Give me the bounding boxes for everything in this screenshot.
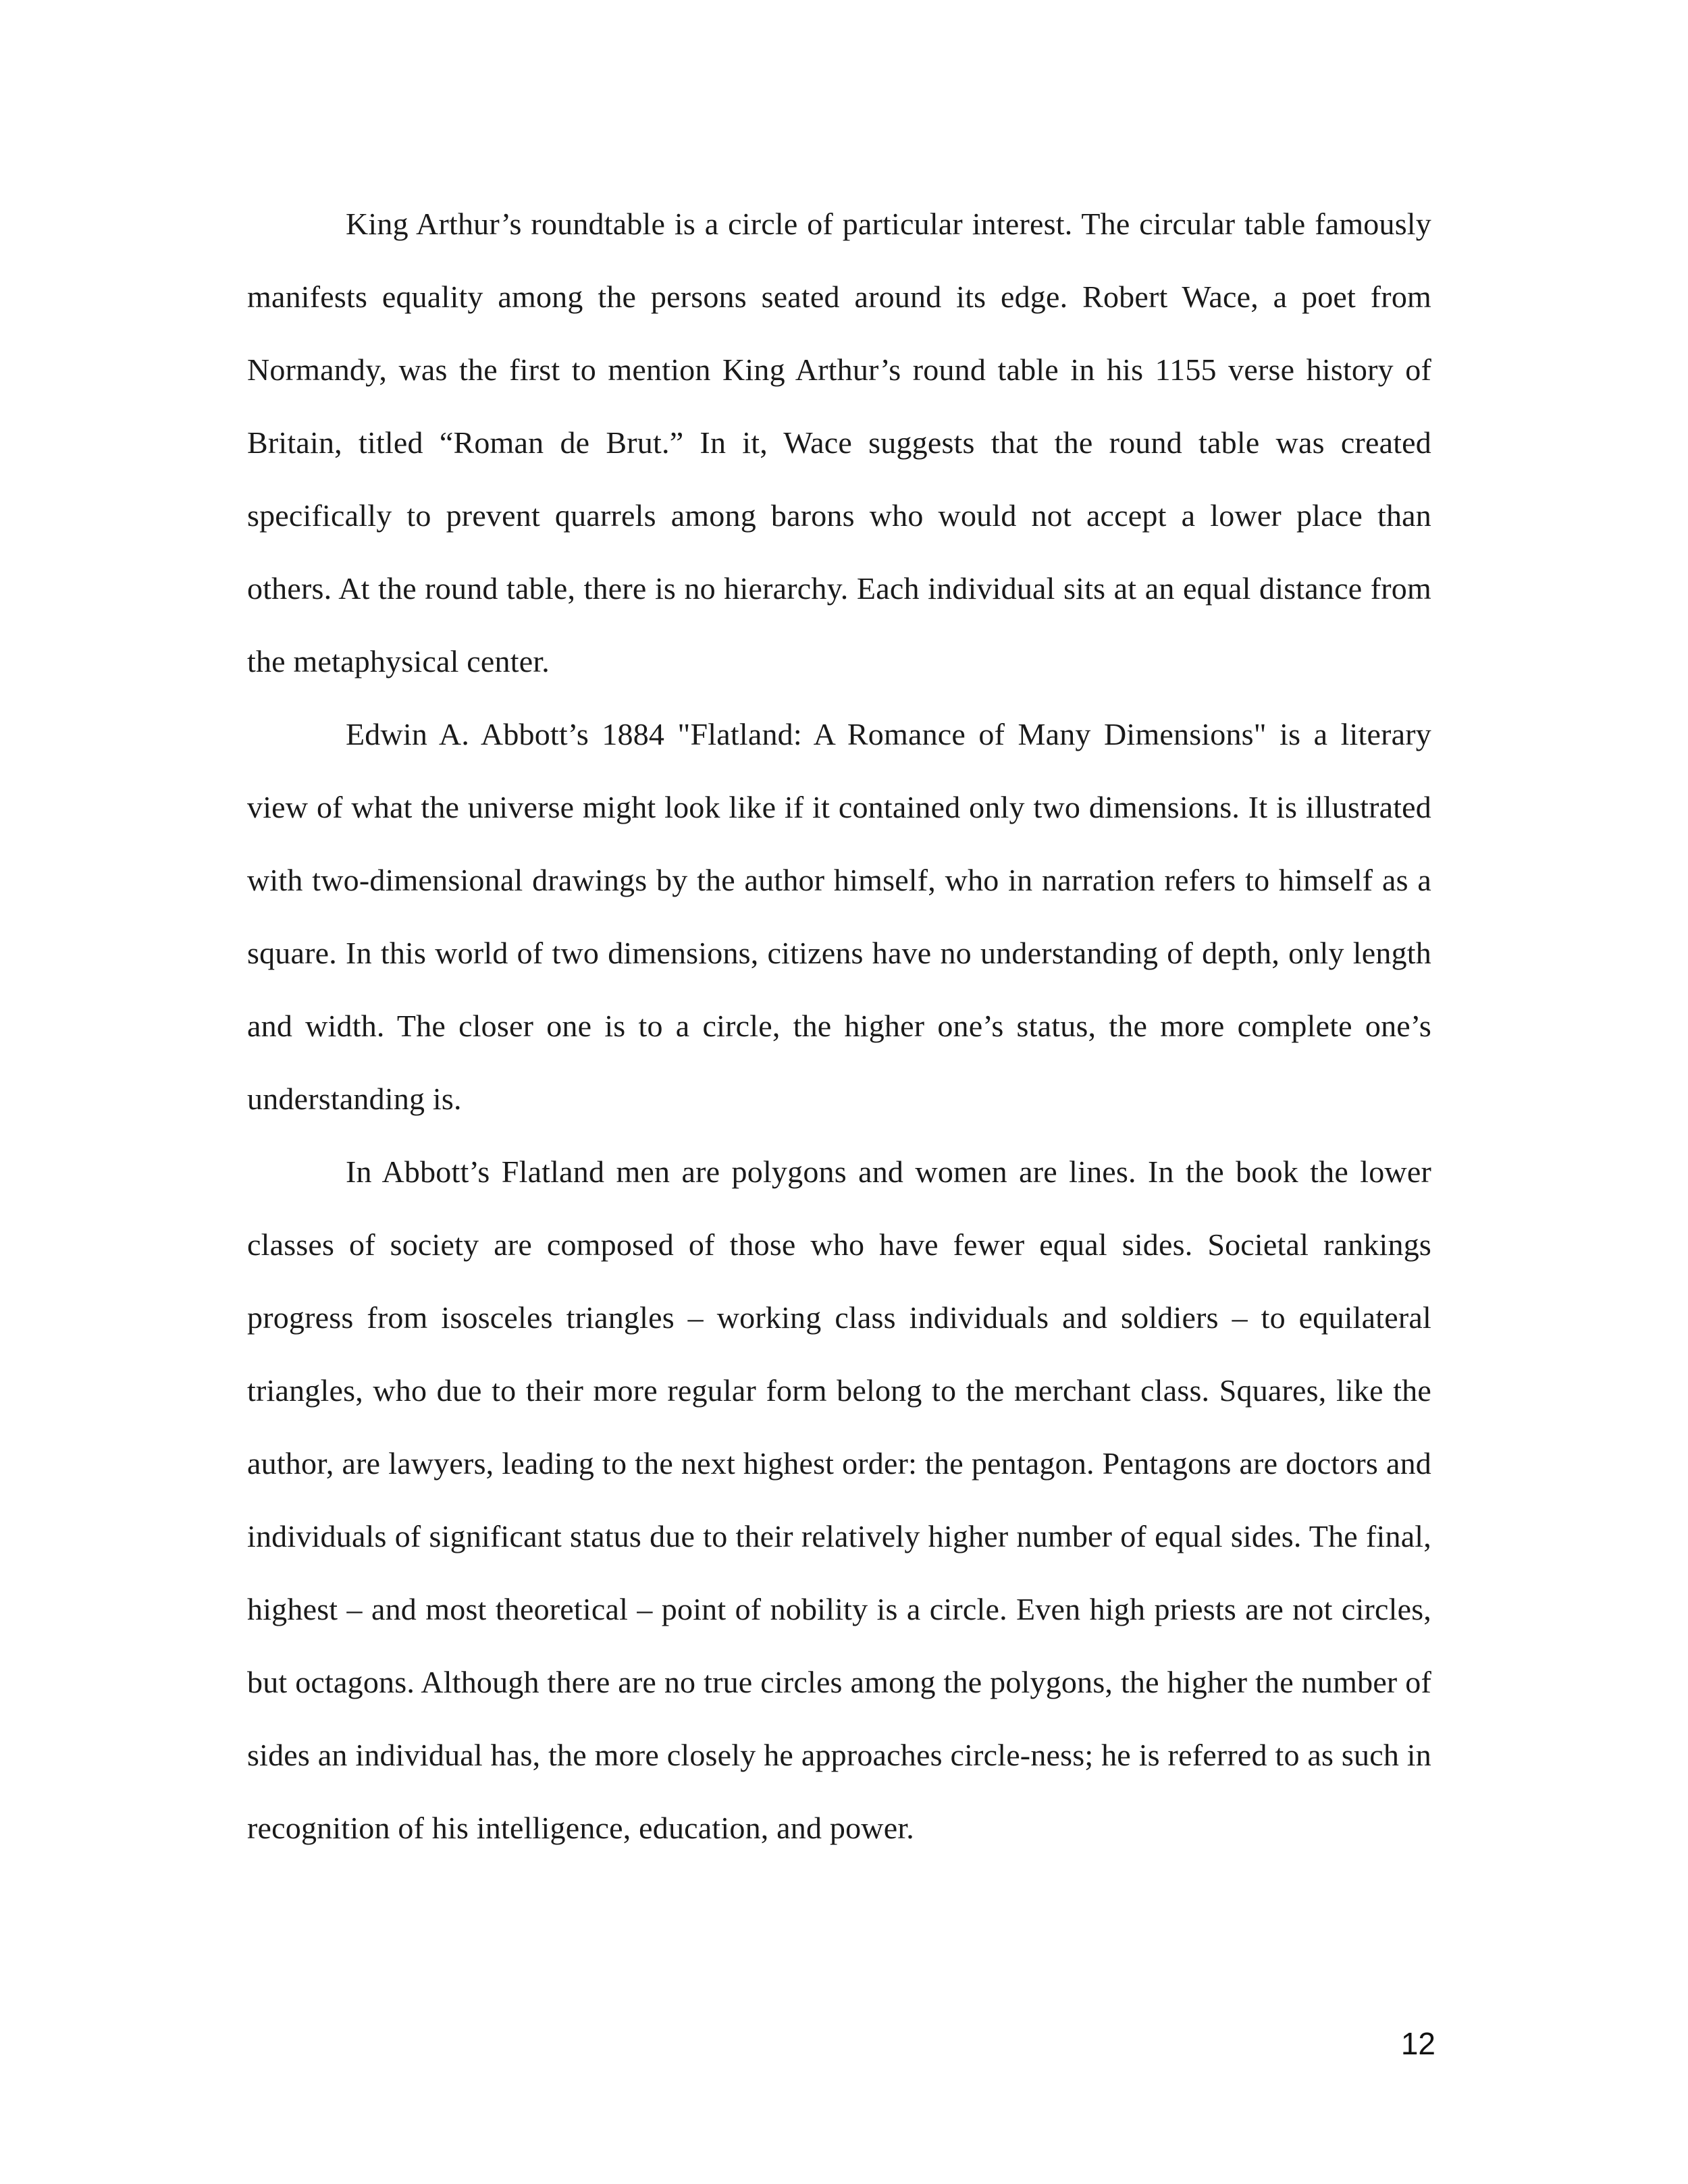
paragraph-flatland-intro: Edwin A. Abbott’s 1884 "Flatland: A Romance of Many Dimensions" is a literary view of what the universe might look like if it contained only two dimensions. It is illustrated with two-dimensional drawings by the author himself, who in narration refers to himself as a square. In this world of two dimensions, citizens have no understanding of depth, only length and width. The closer one is to a circle, the higher one’s status, the more complete one’s understanding is. <box>247 717 1431 1116</box>
body-text <box>247 188 1431 1865</box>
paragraph-flatland-hierarchy: In Abbott’s Flatland men are polygons and women are lines. In the book the lower classes of society are composed of those who have fewer equal sides. Societal rankings progress from isosceles triangles – working class individuals and soldiers – to equilateral triangles, who due to their more regular form belong to the merchant class. Squares, like the author, are lawyers, leading to the next highest order: the pentagon. Pentagons are doctors and individuals of significant status due to their relatively higher number of equal sides. The final, highest – and most theoretical – point of nobility is a circle. Even high priests are not circles, but octagons. Although there are no true circles among the polygons, the higher the number of sides an individual has, the more closely he approaches circle-ness; he is referred to as such in recognition of his intelligence, education, and power. <box>247 1154 1431 1845</box>
paragraph-round-table: King Arthur’s roundtable is a circle of particular interest. The circular table famously manifests equality among the persons seated around its edge. Robert Wace, a poet from Normandy, was the first to mention King Arthur’s round table in his 1155 verse history of Britain, titled “Roman de Brut.” In it, Wace suggests that the round table was created specifically to prevent quarrels among barons who would not accept a lower place than others. At the round table, there is no hierarchy. Each individual sits at an equal distance from the metaphysical center. <box>247 207 1431 678</box>
page-number: 12 <box>1400 2026 1435 2061</box>
